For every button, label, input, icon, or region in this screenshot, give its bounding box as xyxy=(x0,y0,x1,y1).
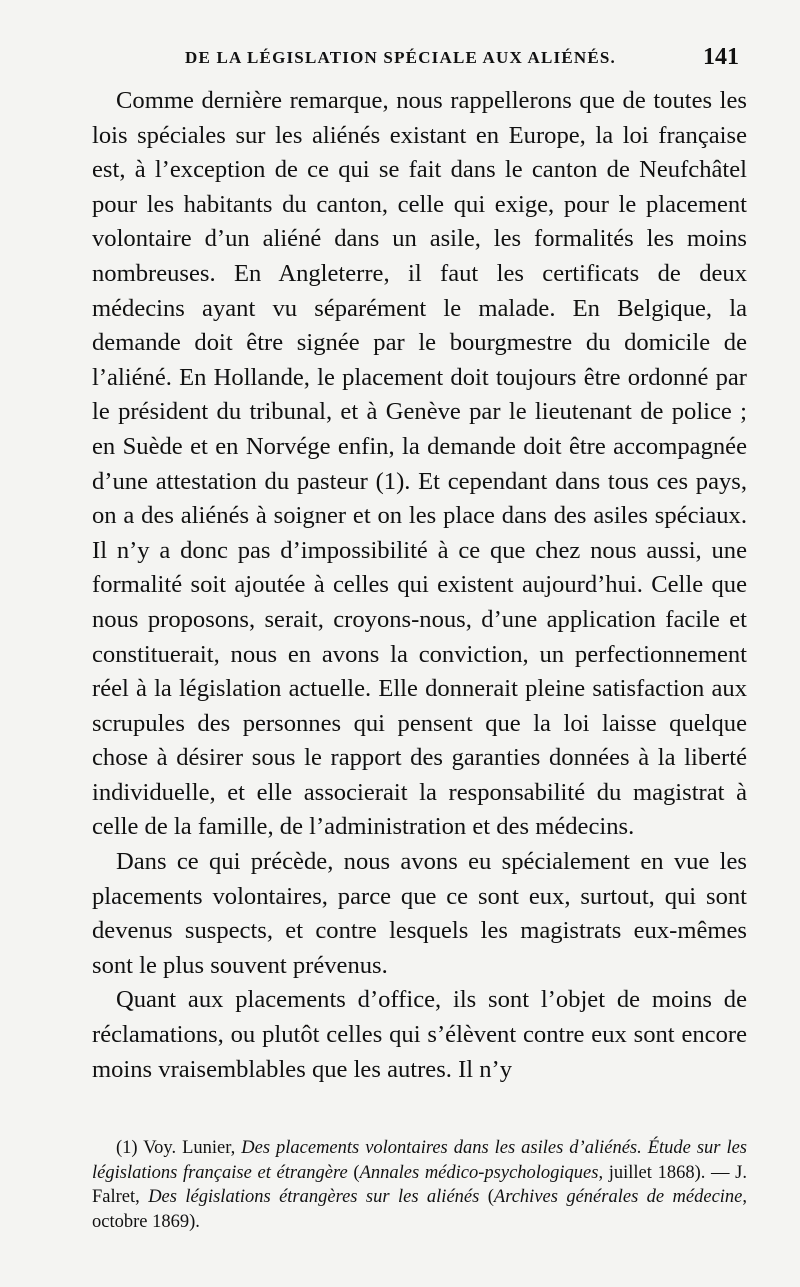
footnote-title-1: Des placements volontaires dans les asiles d’aliénés. Étude sur les législations française et étrangère xyxy=(92,1138,747,1183)
footnote-paren-2: ( xyxy=(479,1187,494,1207)
main-text xyxy=(92,84,747,1087)
footnote-marker: (1) Voy. Lunier, xyxy=(116,1138,242,1158)
paragraph: Quant aux placements d’office, ils sont l’objet de moins de réclamations, ou plutôt celles qui s’élèvent contre eux sont encore moins vraisemblables que les autres. Il n’y xyxy=(92,986,747,1083)
footnote-date-1: , juillet 1868). — J. Falret, xyxy=(92,1162,747,1207)
footnote-journal-1: Annales médico-psychologiques xyxy=(359,1162,599,1183)
running-title: DE LA LÉGISLATION SPÉCIALE AUX ALIÉNÉS. xyxy=(185,48,616,67)
page-header xyxy=(185,44,745,74)
footnote-title-2: Des législations étrangères sur les aliénés xyxy=(148,1187,480,1207)
footnote-paren: ( xyxy=(347,1162,360,1183)
footnote-date-2: , octobre 1869). xyxy=(92,1187,748,1232)
footnote-journal-2: Archives générales de médecine xyxy=(493,1187,743,1207)
paragraph: Comme dernière remarque, nous rappellerons que de toutes les lois spéciales sur les aliénés existant en Europe, la loi française est, à l’exception de ce qui se fait dans le canton de Neufchâtel pour les habitants du canton, celle qui exige, pour le placement volontaire d’un aliéné dans un asile, les formalités les moins nombreuses. En Angleterre, il faut les certificats de deux médecins ayant vu séparément le malade. En Belgique, la demande doit être signée par le bourgmestre du domicile de l’aliéné. En Hollande, le placement doit toujours être ordonné par le président du tribunal, et à Genève par le lieutenant de police ; en Suède et en Norvége enfin, la demande doit être accompagnée d’une attestation du pasteur (1). Et cependant dans tous ces pays, on a des aliénés à soigner et on les place dans des asiles spéciaux. Il n’y a donc pas d’impossibilité à ce que chez nous aussi, une formalité soit ajoutée à celles qui existent aujourd’hui. Celle que nous proposons, serait, croyons-nous, d’une application facile et constituerait, nous en avons la conviction, un perfectionnement réel à la législation actuelle. Elle donnerait pleine satisfaction aux scrupules des personnes qui pensent que la loi laisse quelque chose à désirer sous le rapport des garanties données à la liberté individuelle, et elle associerait la responsabilité du magistrat à celle de la famille, de l’administration et des médecins. xyxy=(92,87,747,841)
footnote xyxy=(92,1136,747,1234)
paragraph: Dans ce qui précède, nous avons eu spécialement en vue les placements volontaires, parce que ce sont eux, surtout, qui sont devenus suspects, et contre lesquels les magistrats eux-mêmes sont le plus souvent prévenus. xyxy=(92,848,747,979)
footnote-area xyxy=(92,1136,747,1234)
page-number: 141 xyxy=(703,44,739,70)
